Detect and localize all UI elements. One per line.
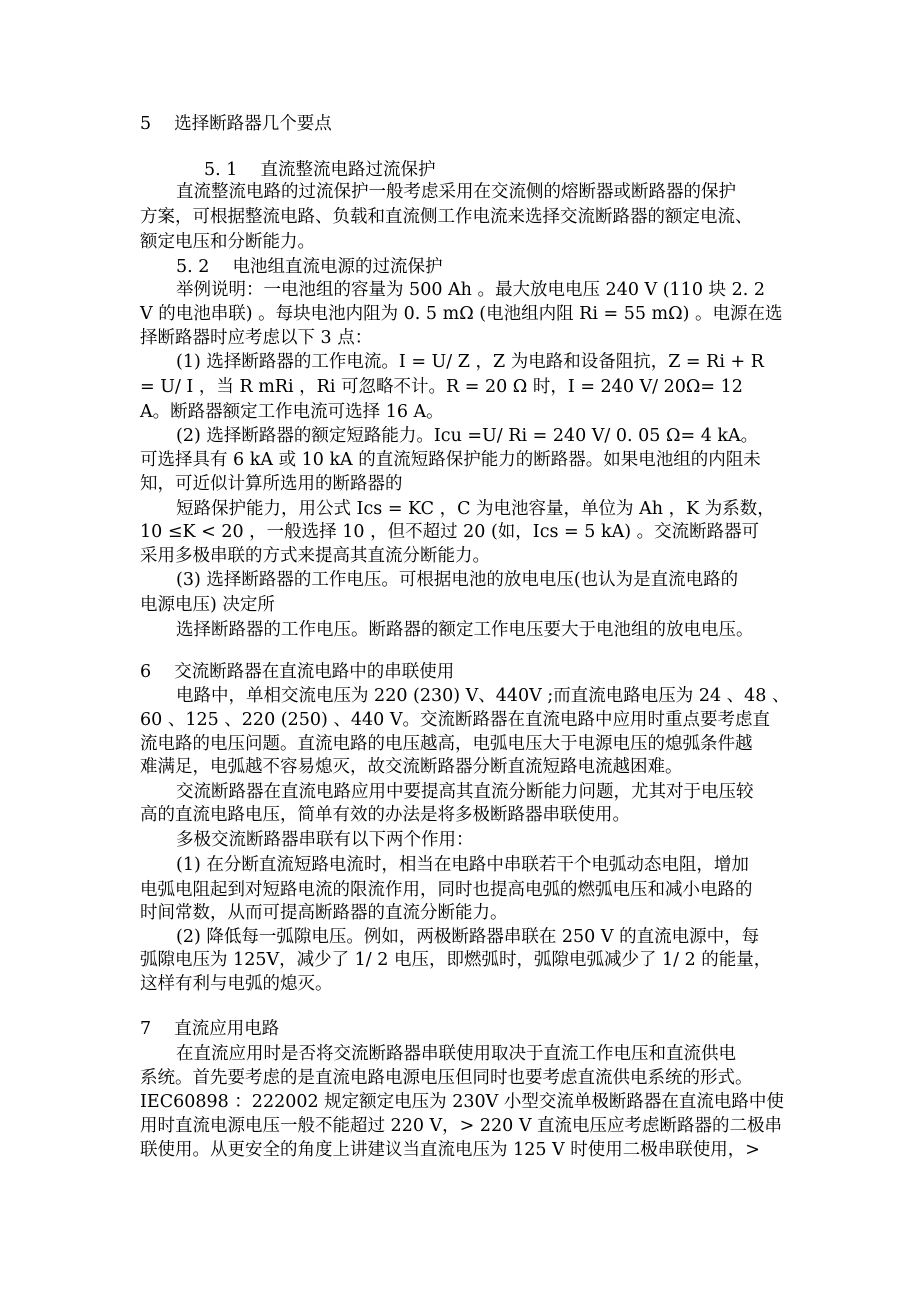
- paragraph-line: 择断路器时应考虑以下 3 点：: [140, 328, 373, 348]
- paragraph-line: 多极交流断路器串联有以下两个作用：: [176, 830, 474, 850]
- paragraph-line: 知，可近似计算所选用的断路器的: [140, 474, 403, 494]
- paragraph-line: (1) 选择断路器的工作电流。I = U/ Z ，Z 为电路和设备阻抗，Z = Ri + R: [176, 352, 764, 372]
- paragraph-line: IEC60898 ：222002 规定额定电压为 230V 小型交流单极断路器在直流电路中使: [140, 1092, 784, 1112]
- paragraph-line: 直流整流电路的过流保护一般考虑采用在交流侧的熔断器或断路器的保护: [176, 182, 736, 202]
- paragraph-line: 弧隙电压为 125V，减少了 1/ 2 电压，即燃弧时，弧隙电弧减少了 1/ 2 的能量，: [140, 950, 772, 970]
- paragraph-line: (2) 降低每一弧隙电压。例如，两极断路器串联在 250 V 的直流电源中，每: [176, 927, 760, 947]
- paragraph-line: 电弧电阻起到对短路电流的限流作用，同时也提高电弧的燃弧电压和减小电路的: [140, 880, 753, 900]
- paragraph-line: (2) 选择断路器的额定短路能力。Icu =U/ Ri = 240 V/ 0. 05 Ω= 4 kA。: [176, 426, 759, 446]
- paragraph-line: 难满足，电弧越不容易熄灭，故交流断路器分断直流短路电流越困难。: [140, 757, 683, 777]
- paragraph-line: 高的直流电路电压，简单有效的办法是将多极断路器串联使用。: [140, 805, 630, 825]
- paragraph-line: 可选择具有 6 kA 或 10 kA 的直流短路保护能力的断路器。如果电池组的内阻未: [140, 450, 761, 470]
- paragraph-line: 方案，可根据整流电路、负载和直流侧工作电流来选择交流断路器的额定电流、: [140, 207, 753, 227]
- section-6-heading: 6 交流断路器在直流电路中的串联使用: [140, 662, 455, 682]
- paragraph-line: 10 ≤K < 20 ，一般选择 10 ，但不超过 20 (如，Ics = 5 kA) 。交流断路器可: [140, 522, 760, 542]
- section-5-heading: 5 选择断路器几个要点: [140, 114, 332, 134]
- paragraph-line: 短路保护能力，用公式 Ics = KC ，C 为电池容量，单位为 Ah ，K 为系数，: [176, 499, 775, 519]
- section-7-heading: 7 直流应用电路: [140, 1019, 280, 1039]
- paragraph-line: 采用多极串联的方式来提高其直流分断能力。: [140, 546, 490, 566]
- paragraph-line: 时间常数，从而可提高断路器的直流分断能力。: [140, 903, 508, 923]
- paragraph-line: 用时直流电源电压一般不能超过 220 V，> 220 V 直流电压应考虑断路器的二极串: [140, 1116, 783, 1136]
- section-5-2-heading: 5. 2 电池组直流电源的过流保护: [176, 257, 443, 277]
- paragraph-line: 额定电压和分断能力。: [140, 232, 315, 252]
- paragraph-line: 选择断路器的工作电压。断路器的额定工作电压要大于电池组的放电电压。: [176, 620, 754, 640]
- paragraph-line: 在直流应用时是否将交流断路器串联使用取决于直流工作电压和直流供电: [176, 1044, 736, 1064]
- paragraph-line: 流电路的电压问题。直流电路的电压越高，电弧电压大于电源电压的熄弧条件越: [140, 734, 753, 754]
- paragraph-line: = U/ I ，当 R mRi ，Ri 可忽略不计。R = 20 Ω 时，I = 240 V/ 20Ω= 12: [140, 377, 743, 397]
- paragraph-line: V 的电池串联) 。每块电池内阻为 0. 5 mΩ (电池组内阻 Ri = 55 mΩ) 。电源在选: [140, 304, 783, 324]
- paragraph-line: 系统。首先要考虑的是直流电路电源电压但同时也要考虑直流供电系统的形式。: [140, 1068, 753, 1088]
- paragraph-line: A。断路器额定工作电流可选择 16 A。: [140, 402, 444, 422]
- paragraph-line: 电源电压) 决定所: [140, 595, 275, 615]
- paragraph-line: 这样有利与电弧的熄灭。: [140, 974, 333, 994]
- paragraph-line: 交流断路器在直流电路应用中要提高其直流分断能力问题，尤其对于电压较: [176, 782, 754, 802]
- section-5-1-heading: 5. 1 直流整流电路过流保护: [204, 160, 436, 180]
- paragraph-line: 60 、125 、220 (250) 、440 V。交流断路器在直流电路中应用时重点要考虑直: [140, 710, 770, 730]
- paragraph-line: (1) 在分断直流短路电流时，相当在电路中串联若干个电弧动态电阻，增加: [176, 855, 749, 875]
- paragraph-line: 联使用。从更安全的角度上讲建议当直流电压为 125 V 时使用二极串联使用，>: [140, 1140, 760, 1160]
- paragraph-line: (3) 选择断路器的工作电压。可根据电池的放电电压(也认为是直流电路的: [176, 570, 739, 590]
- paragraph-line: 电路中，单相交流电压为 220 (230) V、440V ;而直流电路电压为 24 、48 、: [176, 686, 790, 706]
- paragraph-line: 举例说明：一电池组的容量为 500 Ah 。最大放电电压 240 V (110 块 2. 2: [176, 280, 765, 300]
